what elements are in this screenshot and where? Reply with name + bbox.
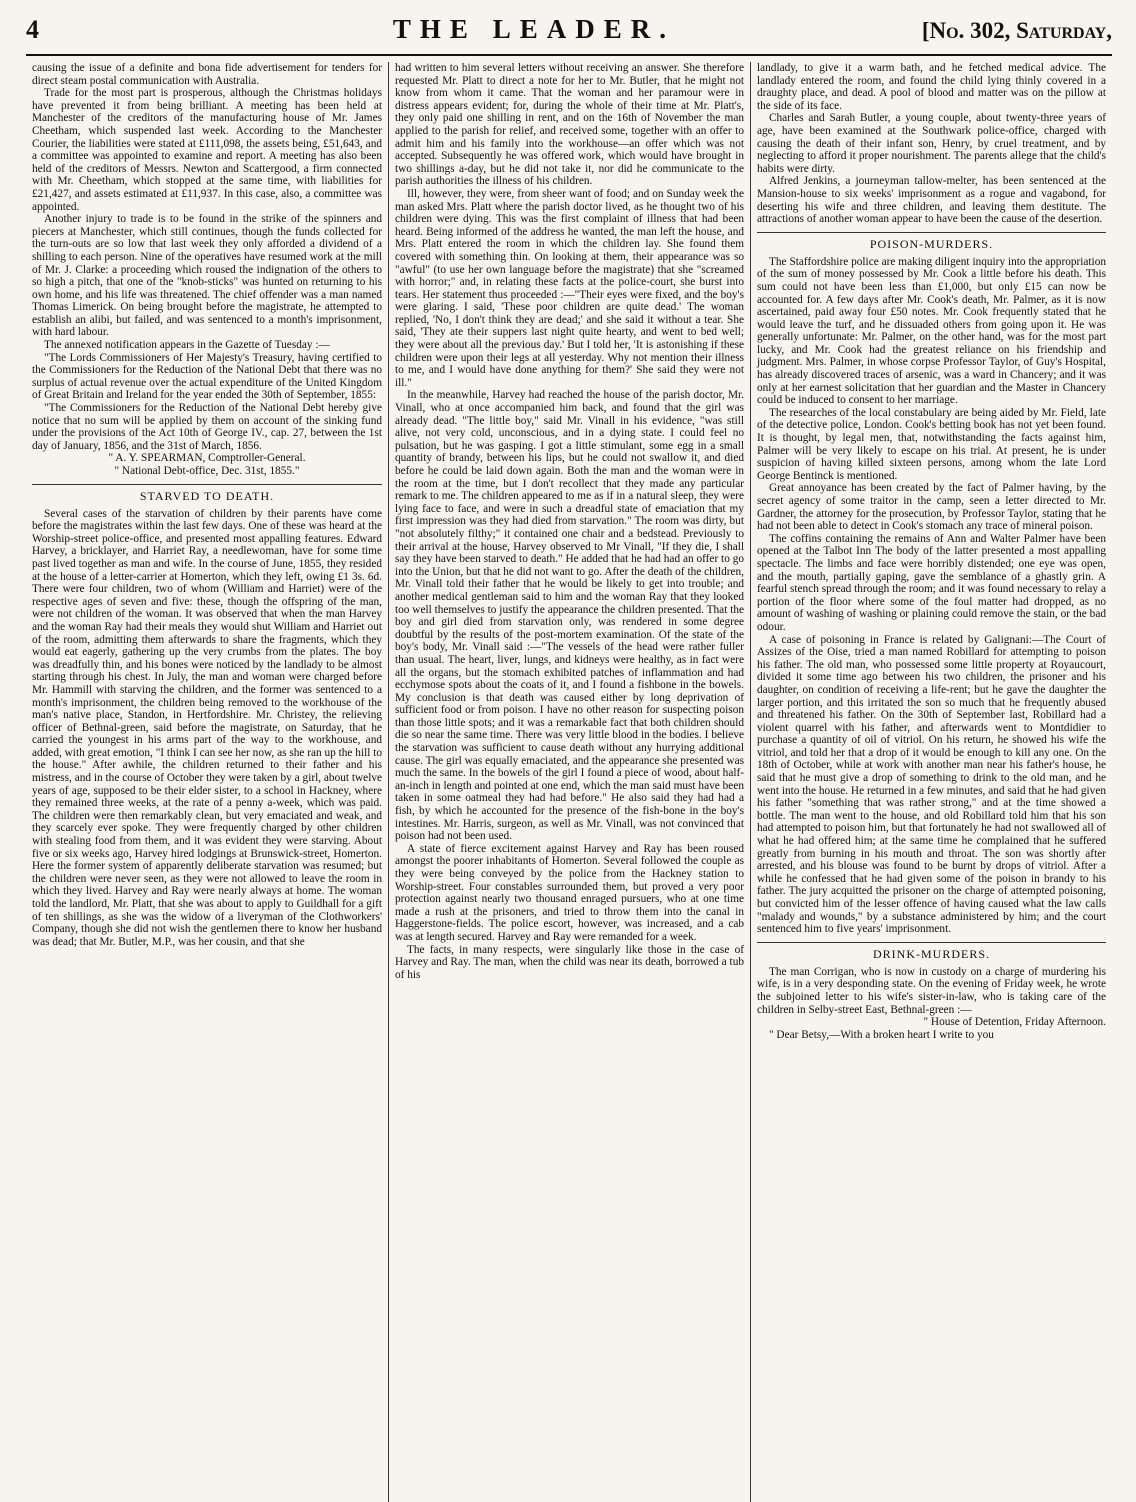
paragraph: The annexed notification appears in the Gazette of Tuesday :— (44, 339, 330, 352)
section-heading-drink: DRINK-MURDERS. (757, 942, 1106, 962)
paragraph: The man Corrigan, who is now in custody on a charge of murdering his wife, is in a very desponding state. On the evening of Friday week, he wrote the subjoined letter to his wife's sister-in-law, who is taking care of the children in Selby-street East, Bethnal-green :— (757, 965, 1106, 1016)
paragraph: "The Lords Commissioners of Her Majesty's Treasury, having certified to the Commissioners for the Reduction of the National Debt that there was no surplus of actual revenue over the actual expenditure of the United Kingdom of Great Britain and Ireland for the year ended the 30th of September, 1855: (32, 351, 382, 402)
masthead (26, 14, 1112, 56)
section-heading-starved: STARVED TO DEATH. (32, 484, 382, 504)
page-number: 4 (26, 15, 39, 44)
column-3 (750, 62, 1112, 1502)
paragraph: In the meanwhile, Harvey had reached the house of the parish doctor, Mr. Vinall, who at once accompanied him back, and found that the girl was already dead. "The little boy," said Mr. Vinall in his evidence, "was still alive, not very cold, unconscious, and in a dying state. I could feel no pulsation, but he was gasping. I got a little stimulant, some egg in a small quantity of brandy, between his lips, but he could not swallow it, and died before he could be laid down again. Both the man and the woman were in the room at the time, but I don't recollect that they made any particular remark to me. The children appeared to me as if in a natural sleep, they were lying face to face, and were in such a dreadful state of emaciation that my first impression was they had died from starvation." The room was dirty, but "not absolutely filthy;" it contained one chair and a bedstead. Previously to their arrival at the house, Harvey observed to Mr Vinall, "If they die, I shall say they have been starved to death." He added that he had had an offer to go into the Union, but that he did not want to go. After the death of the children, Mr. Vinall told their father that he would be likely to get into trouble; and another medical gentleman said to him and the woman Ray that they looked too well themselves to justify the appearance the children presented. That the boy and girl died from starvation only, was rendered in some degree doubtful by the results of the post-mortem examination. Of the state of the boy's body, Mr. Vinall said :—"The vessels of the head were rather fuller than usual. The heart, liver, lungs, and kidneys were healthy, as in fact were all the organs, but the stomach exhibited patches of inflammation and had ecchymose spots about the coats of it, and I found a fishbone in the bowels. My conclusion is that death was caused either by long deprivation of sufficient food or from poison. I have no other reason for suspecting poison than those little spots; and it was a remarkable fact that both children should die so near the same time. There was very little blood in the bodies. I believe the starvation was sufficient to cause death without any hurrying additional cause. The girl was equally emaciated, and the appearance she presented was much the same. In the bowels of the girl I found a piece of wood, about half-an-inch in length and pointed at one end, which the man said must have been taken in some oatmeal they had had before." He also said they had had a fish, by which he accounted for the presence of the fish-bone in the boy's intestines. Mr. Harris, surgeon, as well as Mr. Vinall, was not convinced that poison had not been used. (395, 389, 744, 843)
paragraph: The Staffordshire police are making diligent inquiry into the appropriation of the sum of money possessed by Mr. Cook a little before his death. This sum could not have been less than £1,000, but only £15 can now be accounted for. A few days after Mr. Cook's death, Mr. Palmer, as it is now ascertained, paid away four £50 notes. Mr. Cook frequently stated that he would leave the turf, and he dissuaded others from going upon it. He was generally unfortunate: Mr. Palmer, on the other hand, was for the most part lucky, and Mr. Cook had the greatest reliance on his friendship and judgment. Mrs. Palmer, in whose corpse Professor Taylor, of Guy's Hospital, has already discovered traces of arsenic, was a ward in Chancery; and it was only at her earnest solicitation that her guardian and the Master in Chancery could be induced to consent to her marriage. (757, 255, 1106, 407)
paragraph: Several cases of the starvation of children by their parents have come before the magistrates within the last few days. One of these was heard at the Worship-street police-office, and presented most appalling features. Edward Harvey, a bricklayer, and Harriet Ray, a needlewoman, have for some time past lived together as man and wife. In the course of June, 1855, they resided at the house of a letter-carrier at Homerton, which they left, owing £1 3s. 6d. There were four children, two of whom (William and Harriet) were of the respective ages of seven and five: these, though the offspring of the man, were not children of the woman. It was observed that when the man Harvey and the woman Ray had their meals they would shut William and Harriet out of the room, admitting them afterwards to share the fragments, which they would eat eagerly, gathering up the very crumbs from the plates. The boy was dreadfully thin, and his bones were noticed by the landlady to be almost starting through his chest. In July, the man and woman were charged before Mr. Hammill with starving the children, and the former was sentenced to a month's imprisonment, the children being removed to the workhouse of the man's native place, Standon, in Hertfordshire. Mr. Christey, the relieving officer of Bethnal-green, said before the magistrate, on Saturday, that he carried the youngest in his arms part of the way to the workhouse, and added, with great emotion, "I think I can see her now, as she ran up the hill to the house." After awhile, the children returned to their father and his mistress, and in the course of October they were taken by a girl, about twelve years of age, supposed to be their elder sister, to a school in Hackney, where they remained three weeks, at the rate of a penny a-week, which was paid. The children were then remarkably clean, but very emaciated and weak, and they scarcely ever spoke. They were frequently charged by other children with stealing food from them, and it was evident they were starving. About five or six weeks ago, Harvey hired lodgings at Brunswick-street, Homerton. Here the former system of apparently deliberate starvation was resumed; but the children were never seen, as they were not allowed to leave the room in which they lived. Harvey and Ray were nearly always at home. The woman told the landlord, Mr. Platt, that she was about to apply to Guildhall for a gift of ten shillings, as she was the widow of a liveryman of the Clothworkers' Company, though she did not wish the gentlemen there to know her husband was dead; that Mr. Butler, M.P., was her cousin, and that she (32, 507, 382, 948)
paragraph: Charles and Sarah Butler, a young couple, about twenty-three years of age, have been examined at the Southwark police-office, charged with causing the death of their infant son, Henry, by cruel treatment, and by neglecting to afford it proper nourishment. The parents allege that the child's habits were dirty. (757, 112, 1106, 175)
letter-dateline: " House of Detention, Friday Afternoon. (923, 1016, 1106, 1029)
paragraph: Another injury to trade is to be found in the strike of the spinners and piecers at Manchester, which still continues, though the funds collected for the turn-outs are so low that last week they only afforded a dividend of a shilling to each person. Nine of the operatives have resumed work at the mill of Mr. J. Clarke: a proceeding which roused the indignation of the others to so high a pitch, that one of the "knob-sticks" was hunted on returning to his own home, and his life was threatened. The chief offender was a man named Thomas Limerick. On being brought before the magistrate, he attempted to establish an alibi, but failed, and was sentenced to a month's imprisonment, with hard labour. (32, 213, 382, 339)
paragraph: A case of poisoning in France is related by Galignani:—The Court of Assizes of the Oise, tried a man named Robillard for attempting to poison his father. The old man, who possessed some little property at Royaucourt, divided it some time ago between his two children, the prisoner and his daughter, on condition of receiving a life-rent; but he gave the daughter the larger portion, and this irritated the son so much that he frequently abused and threatened his father. On the 30th of September last, Robillard had a violent quarrel with his father, and afterwards went to Montdidier to purchase a quantity of oil of vitriol. On his return, he showed his wife the vitriol, and told her that a drop of it would be enough to kill any one. On the 18th of October, while at work with another man near his father's house, he said that he must give a drop of something to drink to the old man, and he went into the house. He returned in a few minutes, and said that he had given his father "something that was rather strong," and at the time showed a bottle. The man went to the house, and old Robillard told him that his son had attempted to poison him, but that fortunately he had not swallowed all of what he had offered him; at the same time he complained that he suffered greatly from burning in his mouth and throat. The son was shortly after arrested, and his blouse was found to be burnt by drops of vitriol. After a while he confessed that he had given some of the poison in brandy to his father. The jury acquitted the prisoner on the charge of attempted poisoning, but convicted him of the lesser offence of having caused what the law calls "malady and wounds," by a substance administered by him; and the court sentenced him to five years' imprisonment. (757, 633, 1106, 936)
paragraph: "The Commissioners for the Reduction of the National Debt hereby give notice that no sum will be applied by them on account of the sinking fund under the provisions of the Act 10th of George IV., cap. 27, between the 1st day of January, 1856, and the 31st of March, 1856. (32, 402, 382, 452)
paragraph: The facts, in many respects, were singularly like those in the case of Harvey and Ray. The man, when the child was near its death, borrowed a tub of his (395, 943, 744, 981)
column-1 (26, 62, 388, 1502)
paragraph: The researches of the local constabulary are being aided by Mr. Field, late of the detective police, London. Cook's betting book has not yet been found. It is thought, by legal men, that, notwithstanding the facts against him, Palmer will be very likely to escape on his trial. At present, he is under suspicion of having killed sixteen persons, among whom the late Lord George Bentinck is mentioned. (757, 406, 1106, 482)
section-heading-poison: POISON-MURDERS. (757, 232, 1106, 252)
letter-greeting: " Dear Betsy,—With a broken heart I write to you (769, 1028, 994, 1041)
column-2 (388, 62, 750, 1502)
article-columns (26, 62, 1112, 1502)
paragraph: Great annoyance has been created by the fact of Palmer having, by the secret agency of some traitor in the camp, seen a letter directed to Mr. Gardner, the attorney for the prosecution, by Professor Taylor, stating that he had not been able to detect in Cook's stomach any trace of mineral poison. (757, 482, 1106, 533)
paragraph: had written to him several letters without receiving an answer. She therefore requested Mr. Platt to direct a note for her to Mr. Butler, that he might not know from whom it came. That the woman and her paramour were in distress appears evident; for, during the whole of their time at Mr. Platt's, they only paid one shilling in rent, and on the 16th of November the man applied to the parish for relief, and received some, together with an offer to admit him and his family into the workhouse—an offer which was not accepted. Subsequently he was offered work, which would have brought in two shillings a-day, but he did not take it, nor did he communicate to the parish authorities the illness of his children. (395, 62, 744, 188)
signature-line: " A. Y. SPEARMAN, Comptroller-General. (108, 452, 306, 465)
paragraph: Ill, however, they were, from sheer want of food; and on Sunday week the man asked Mrs. Platt where the parish doctor lived, as he thought two of his children were dying. This was the first complaint of illness that had been heard. Being informed of the address he wanted, the man left the house, and Mrs. Platt entered the room in which the children lay. She found them covered with something thin. On looking at them, their appearance was so "awful" (to use her own language before the magistrate) that she "screamed with horror;" and, in relating these facts at the police-court, she burst into tears. Her statement thus proceeded :—"Their eyes were fixed, and the boy's were glaring. I said, 'These poor children are quite dead.' The woman replied, 'No, I don't think they are dead;' and she said it without a tear. She said, 'They ate their suppers last night quite hearty, and went to bed well; they were about all the previous day.' But I told her, 'It is astonishing if these children were upon their legs at all yesterday. Why not mention their illness to me, and I would have done anything for them?' She said they were not ill." (395, 187, 744, 389)
paragraph: A state of fierce excitement against Harvey and Ray has been roused amongst the poorer inhabitants of Homerton. Several followed the couple as they were being conveyed by the police from the Hackney station to Worship-street. Four constables surrounded them, but proved a very poor protection against nearly two thousand enraged pursuers, who at one time made a rush at the prisoners, and tried to throw them into the canal in Haggerstone-fields. The police escort, however, was increased, and a cab was at length secured. Harvey and Ray were remanded for a week. (395, 842, 744, 943)
paragraph: Trade for the most part is prosperous, although the Christmas holidays have prevented it from being brilliant. A meeting has been held at Manchester of the creditors of the manufacturing house of Mr. James Cheetham, which suspended last week. According to the Manchester Courier, the liabilities were stated at £111,098, the assets being, £51,643, and a committee was appointed to examine and report. A meeting has also been held of the creditors of Messrs. Newton and Scattergood, a firm connected with Mr. Cheetham, which stopped at the same time, with liabilities for £21,427, and assets estimated at £11,937. In this case, also, a committee was appointed. (32, 87, 382, 213)
signature-line: " National Debt-office, Dec. 31st, 1855." (114, 465, 300, 477)
paragraph: causing the issue of a definite and bona fide advertisement for tenders for direct steam postal communication with Australia. (32, 62, 382, 87)
paragraph: Alfred Jenkins, a journeyman tallow-melter, has been sentenced at the Mansion-house to six weeks' imprisonment as a rogue and vagabond, for deserting his wife and three children, and leaving them destitute. The attractions of another woman appear to have been the cause of the desertion. (757, 175, 1106, 226)
paragraph: landlady, to give it a warm bath, and he fetched medical advice. The landlady entered the room, and found the child lying thinly covered in a draughty place, and dead. A pool of blood and matter was on the pillow at the side of its face. (757, 62, 1106, 112)
issue-info: [No. 302, Saturday, (921, 18, 1112, 43)
paragraph: The coffins containing the remains of Ann and Walter Palmer have been opened at the Talbot Inn The body of the latter presented a most appalling spectacle. The limbs and face were horribly distended; one eye was open, and the mouth, partially gaping, gave the semblance of a ghastly grin. A fearful stench spread through the room; and it was found necessary to relay a portion of the floor where some of the foul matter had dropped, as no amount of washing of washing or plaining could remove the stain, or the bad odour. (757, 532, 1106, 633)
paper-title: THE LEADER. (392, 14, 675, 44)
